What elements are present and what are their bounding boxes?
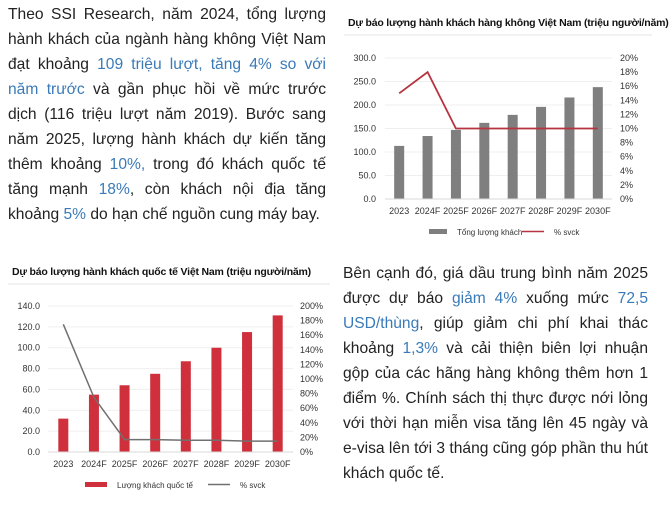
- body-text: , còn khách nội địa tăng khoảng: [8, 181, 326, 223]
- body-text: do hạn chế nguồn cung máy bay.: [86, 206, 320, 223]
- highlighted-text: 5%: [63, 206, 87, 223]
- bar: [536, 107, 546, 199]
- y-axis-tick-right: 200%: [300, 301, 324, 311]
- y-axis-tick-left: 100.0: [353, 147, 376, 157]
- x-axis-label: 2029F: [234, 459, 260, 469]
- y-axis-tick-right: 18%: [620, 67, 639, 78]
- bar: [181, 361, 191, 452]
- y-axis-tick-left: 300.0: [353, 53, 376, 63]
- bar: [58, 419, 68, 452]
- x-axis-label: 2025F: [111, 459, 138, 469]
- y-axis-tick-left: 140.0: [17, 301, 40, 311]
- highlighted-text: 10%,: [109, 156, 146, 173]
- bar: [394, 146, 404, 199]
- y-axis-tick-right: 6%: [620, 151, 634, 162]
- x-axis-label: 2029F: [556, 206, 583, 216]
- y-axis-tick-left: 80.0: [22, 363, 40, 374]
- body-text: , giúp giảm chi phí khai thác khoảng: [343, 315, 648, 357]
- y-axis-tick-right: 8%: [620, 137, 634, 148]
- legend-swatch-bar: [429, 229, 447, 234]
- highlighted-text: 1,3%: [402, 340, 439, 357]
- highlighted-text: 109 triệu lượt, tăng 4% so với năm trước: [8, 56, 326, 98]
- bar: [508, 115, 518, 199]
- bar: [564, 97, 574, 199]
- bar: [242, 332, 252, 452]
- chart-international-passengers-svg: [0, 258, 335, 513]
- y-axis-tick-right: 4%: [620, 165, 634, 176]
- y-axis-tick-left: 250.0: [353, 76, 376, 87]
- x-axis-label: 2028F: [528, 206, 554, 216]
- y-axis-tick-right: 100%: [300, 374, 324, 384]
- x-axis-label: 2025F: [443, 206, 469, 216]
- y-axis-tick-right: 80%: [300, 388, 319, 399]
- y-axis-tick-right: 160%: [300, 330, 324, 341]
- y-axis-tick-left: 20.0: [22, 426, 40, 437]
- y-axis-tick-left: 120.0: [17, 321, 40, 332]
- legend-label-line: % svck: [240, 481, 266, 490]
- legend-label-bar: Lượng khách quốc tế: [117, 481, 193, 490]
- legend-label-line: % svck: [554, 228, 580, 237]
- chart-title: Dự báo lượng hành khách quốc tế Việt Nam (triệu người/năm): [12, 266, 311, 278]
- chart-international-passengers: [0, 258, 335, 513]
- x-axis-label: 2026F: [471, 206, 498, 216]
- highlighted-text: giảm 4%: [451, 290, 518, 307]
- bar: [451, 130, 461, 199]
- highlighted-text: 72,5 USD/thùng: [343, 290, 648, 332]
- y-axis-tick-right: 180%: [300, 315, 324, 326]
- y-axis-tick-right: 10%: [620, 123, 639, 134]
- article-paragraph-oil-visa: [343, 261, 648, 486]
- x-axis-label: 2024F: [414, 206, 441, 216]
- y-axis-tick-right: 14%: [620, 95, 639, 106]
- x-axis-label: 2027F: [499, 206, 526, 216]
- y-axis-tick-right: 0%: [620, 194, 634, 204]
- y-axis-tick-right: 12%: [620, 109, 639, 120]
- y-axis-tick-right: 140%: [300, 344, 324, 355]
- bar: [479, 123, 489, 199]
- y-axis-tick-right: 40%: [300, 417, 319, 428]
- y-axis-tick-right: 16%: [620, 81, 639, 92]
- x-axis-label: 2027F: [173, 459, 199, 469]
- legend-label-bar: Tổng lượng khách: [457, 228, 523, 237]
- chart-title: Dự báo lượng hành khách hàng không Việt Nam (triệu người/năm): [348, 17, 669, 29]
- y-axis-tick-right: 120%: [300, 359, 324, 370]
- body-text: và cải thiện biên lợi nhuận gộp của các hãng hàng không thêm hơn 1 điểm %. Chính sách thị thực được nới lỏng với thời hạn miễn visa tăng lên 45 ngày và e-visa lên tới 3 tháng cũng góp phần thu hút khách quốc tế.: [343, 340, 648, 482]
- y-axis-tick-left: 150.0: [353, 123, 376, 134]
- x-axis-label: 2023: [389, 206, 410, 216]
- bar: [211, 348, 221, 452]
- y-axis-tick-left: 0.0: [27, 447, 40, 457]
- y-axis-tick-left: 50.0: [358, 170, 376, 181]
- bar: [120, 385, 130, 452]
- x-axis-label: 2026F: [142, 459, 168, 469]
- article-paragraph-passengers: [8, 2, 326, 227]
- y-axis-tick-right: 2%: [620, 179, 634, 190]
- y-axis-tick-right: 60%: [300, 403, 319, 414]
- x-axis-label: 2030F: [585, 206, 611, 216]
- y-axis-tick-left: 60.0: [22, 384, 40, 395]
- y-axis-tick-left: 200.0: [353, 100, 376, 110]
- x-axis-label: 2028F: [203, 459, 230, 469]
- y-axis-tick-left: 40.0: [22, 405, 40, 416]
- x-axis-label: 2030F: [264, 459, 291, 469]
- body-text: Bên cạnh đó, giá dầu trung bình năm 2025 được dự báo: [343, 265, 648, 307]
- y-axis-tick-left: 0.0: [363, 194, 376, 204]
- x-axis-label: 2024F: [81, 459, 107, 469]
- body-text: Theo SSI Research, năm 2024, tổng lượng hành khách của ngành hàng không Việt Nam đạt khoảng: [8, 6, 326, 73]
- bar: [273, 315, 283, 452]
- body-text: trong đó khách quốc tế tăng mạnh: [8, 156, 327, 198]
- highlighted-text: 18%: [98, 181, 130, 198]
- body-text: xuống mức: [517, 290, 618, 307]
- bar: [423, 136, 433, 199]
- y-axis-tick-left: 100.0: [17, 342, 40, 353]
- y-axis-tick-right: 0%: [300, 447, 314, 457]
- legend-swatch-bar: [85, 482, 107, 487]
- body-text: và gần phục hồi về mức trước dịch (116 triệu lượt năm 2019). Bước sang năm 2025, lượng hành khách dự kiến tăng thêm khoảng: [8, 81, 326, 173]
- x-axis-label: 2023: [53, 459, 74, 469]
- chart-total-passengers-svg: [340, 0, 671, 250]
- y-axis-tick-right: 20%: [300, 432, 319, 443]
- bar: [593, 87, 603, 199]
- y-axis-tick-right: 20%: [620, 53, 639, 63]
- chart-total-passengers: [340, 0, 671, 250]
